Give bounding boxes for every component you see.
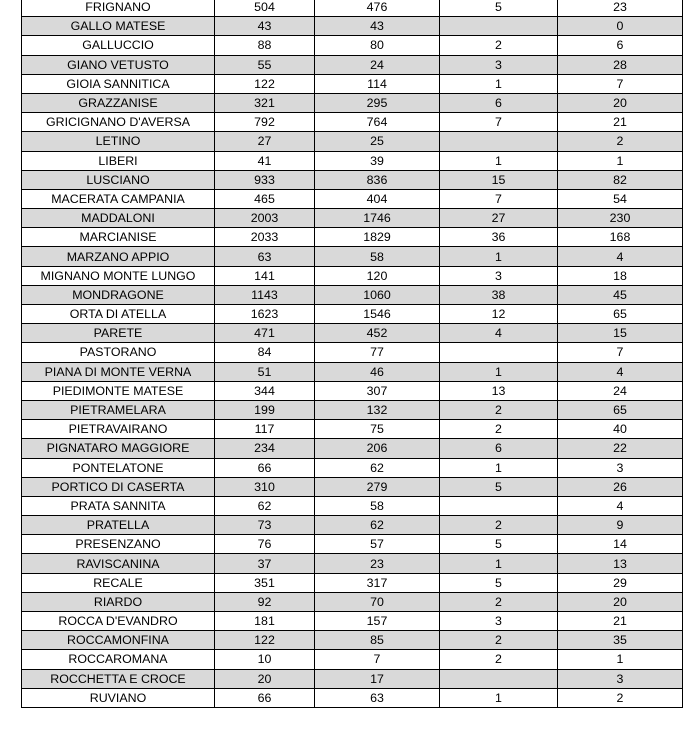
value-col-3-cell: 7 (440, 189, 558, 208)
value-col-2-cell: 132 (315, 400, 440, 419)
value-col-4-cell: 168 (558, 228, 683, 247)
municipality-name-cell: GIOIA SANNITICA (22, 74, 215, 93)
value-col-3-cell: 5 (440, 0, 558, 17)
table-row (22, 189, 683, 208)
value-col-4-cell: 4 (558, 362, 683, 381)
municipality-name-cell: GIANO VETUSTO (22, 55, 215, 74)
value-col-3-cell: 1 (440, 554, 558, 573)
municipality-name-cell: RUVIANO (22, 688, 215, 707)
value-col-3-cell: 1 (440, 458, 558, 477)
value-col-1-cell: 181 (215, 612, 315, 631)
table-row (22, 55, 683, 74)
value-col-3-cell: 5 (440, 535, 558, 554)
table-row (22, 381, 683, 400)
municipality-name-cell: MADDALONI (22, 209, 215, 228)
municipality-name-cell: RIARDO (22, 592, 215, 611)
municipality-name-cell: RAVISCANINA (22, 554, 215, 573)
value-col-2-cell: 75 (315, 420, 440, 439)
value-col-1-cell: 73 (215, 516, 315, 535)
value-col-3-cell: 3 (440, 266, 558, 285)
value-col-1-cell: 62 (215, 496, 315, 515)
table-row (22, 516, 683, 535)
municipality-name-cell: PRATA SANNITA (22, 496, 215, 515)
municipality-name-cell: PRATELLA (22, 516, 215, 535)
value-col-3-cell: 38 (440, 285, 558, 304)
table-row (22, 132, 683, 151)
value-col-2-cell: 404 (315, 189, 440, 208)
municipality-name-cell: PASTORANO (22, 343, 215, 362)
value-col-2-cell: 39 (315, 151, 440, 170)
municipality-name-cell: LIBERI (22, 151, 215, 170)
value-col-1-cell: 76 (215, 535, 315, 554)
municipality-name-cell: ROCCAMONFINA (22, 631, 215, 650)
value-col-4-cell: 13 (558, 554, 683, 573)
municipality-name-cell: PRESENZANO (22, 535, 215, 554)
value-col-4-cell: 29 (558, 573, 683, 592)
value-col-1-cell: 66 (215, 458, 315, 477)
municipality-name-cell: PIGNATARO MAGGIORE (22, 439, 215, 458)
value-col-2-cell: 80 (315, 36, 440, 55)
table-row (22, 650, 683, 669)
table-row (22, 362, 683, 381)
value-col-2-cell: 764 (315, 113, 440, 132)
value-col-4-cell: 21 (558, 113, 683, 132)
value-col-1-cell: 141 (215, 266, 315, 285)
municipality-name-cell: GRICIGNANO D'AVERSA (22, 113, 215, 132)
value-col-1-cell: 122 (215, 74, 315, 93)
value-col-3-cell (440, 496, 558, 515)
value-col-1-cell: 344 (215, 381, 315, 400)
table-row (22, 266, 683, 285)
value-col-2-cell: 85 (315, 631, 440, 650)
municipality-name-cell: ROCCHETTA E CROCE (22, 669, 215, 688)
value-col-4-cell: 2 (558, 688, 683, 707)
value-col-4-cell: 9 (558, 516, 683, 535)
municipality-name-cell: GALLUCCIO (22, 36, 215, 55)
value-col-1-cell: 504 (215, 0, 315, 17)
value-col-1-cell: 199 (215, 400, 315, 419)
value-col-1-cell: 37 (215, 554, 315, 573)
value-col-4-cell: 20 (558, 93, 683, 112)
value-col-4-cell: 4 (558, 496, 683, 515)
value-col-1-cell: 310 (215, 477, 315, 496)
value-col-1-cell: 51 (215, 362, 315, 381)
table-row (22, 74, 683, 93)
value-col-1-cell: 1143 (215, 285, 315, 304)
value-col-3-cell: 7 (440, 113, 558, 132)
value-col-4-cell: 4 (558, 247, 683, 266)
table-row (22, 554, 683, 573)
value-col-1-cell: 66 (215, 688, 315, 707)
value-col-2-cell: 317 (315, 573, 440, 592)
table-row (22, 458, 683, 477)
value-col-3-cell: 5 (440, 573, 558, 592)
value-col-2-cell: 295 (315, 93, 440, 112)
value-col-4-cell: 2 (558, 132, 683, 151)
value-col-3-cell: 2 (440, 650, 558, 669)
value-col-4-cell: 82 (558, 170, 683, 189)
value-col-2-cell: 25 (315, 132, 440, 151)
value-col-4-cell: 65 (558, 305, 683, 324)
municipality-name-cell: RECALE (22, 573, 215, 592)
value-col-4-cell: 23 (558, 0, 683, 17)
table-row (22, 496, 683, 515)
value-col-3-cell: 2 (440, 592, 558, 611)
value-col-4-cell: 7 (558, 74, 683, 93)
value-col-4-cell: 35 (558, 631, 683, 650)
value-col-2-cell: 43 (315, 17, 440, 36)
value-col-4-cell: 230 (558, 209, 683, 228)
value-col-3-cell: 2 (440, 516, 558, 535)
value-col-1-cell: 20 (215, 669, 315, 688)
municipality-name-cell: LETINO (22, 132, 215, 151)
value-col-2-cell: 62 (315, 458, 440, 477)
value-col-1-cell: 1623 (215, 305, 315, 324)
value-col-1-cell: 41 (215, 151, 315, 170)
value-col-1-cell: 234 (215, 439, 315, 458)
value-col-1-cell: 27 (215, 132, 315, 151)
value-col-2-cell: 23 (315, 554, 440, 573)
value-col-1-cell: 92 (215, 592, 315, 611)
value-col-4-cell: 65 (558, 400, 683, 419)
value-col-2-cell: 1546 (315, 305, 440, 324)
municipality-name-cell: GALLO MATESE (22, 17, 215, 36)
municipality-name-cell: PORTICO DI CASERTA (22, 477, 215, 496)
table-row (22, 669, 683, 688)
value-col-2-cell: 476 (315, 0, 440, 17)
value-col-3-cell: 36 (440, 228, 558, 247)
table-row (22, 36, 683, 55)
value-col-1-cell: 321 (215, 93, 315, 112)
value-col-4-cell: 54 (558, 189, 683, 208)
value-col-2-cell: 77 (315, 343, 440, 362)
municipality-name-cell: MACERATA CAMPANIA (22, 189, 215, 208)
municipality-name-cell: MONDRAGONE (22, 285, 215, 304)
table-row (22, 439, 683, 458)
value-col-4-cell: 40 (558, 420, 683, 439)
value-col-2-cell: 1829 (315, 228, 440, 247)
value-col-3-cell: 4 (440, 324, 558, 343)
table-row (22, 592, 683, 611)
value-col-3-cell: 2 (440, 36, 558, 55)
value-col-1-cell: 351 (215, 573, 315, 592)
municipality-data-table (21, 0, 683, 708)
municipality-name-cell: PIETRAVAIRANO (22, 420, 215, 439)
municipality-name-cell: PIANA DI MONTE VERNA (22, 362, 215, 381)
municipality-name-cell: PIETRAMELARA (22, 400, 215, 419)
value-col-2-cell: 114 (315, 74, 440, 93)
table-row (22, 400, 683, 419)
municipality-name-cell: MARZANO APPIO (22, 247, 215, 266)
value-col-2-cell: 206 (315, 439, 440, 458)
value-col-2-cell: 58 (315, 247, 440, 266)
table-row (22, 113, 683, 132)
table-body (22, 0, 683, 707)
value-col-1-cell: 43 (215, 17, 315, 36)
value-col-1-cell: 2003 (215, 209, 315, 228)
value-col-4-cell: 45 (558, 285, 683, 304)
value-col-4-cell: 18 (558, 266, 683, 285)
table-row (22, 0, 683, 17)
value-col-3-cell: 1 (440, 74, 558, 93)
value-col-4-cell: 6 (558, 36, 683, 55)
value-col-4-cell: 7 (558, 343, 683, 362)
municipality-name-cell: PARETE (22, 324, 215, 343)
value-col-4-cell: 1 (558, 151, 683, 170)
table-row (22, 17, 683, 36)
table-row (22, 151, 683, 170)
value-col-4-cell: 22 (558, 439, 683, 458)
value-col-3-cell: 3 (440, 55, 558, 74)
value-col-2-cell: 452 (315, 324, 440, 343)
value-col-2-cell: 836 (315, 170, 440, 189)
table-row (22, 573, 683, 592)
value-col-1-cell: 88 (215, 36, 315, 55)
value-col-3-cell (440, 343, 558, 362)
value-col-4-cell: 28 (558, 55, 683, 74)
value-col-4-cell: 21 (558, 612, 683, 631)
table-row (22, 420, 683, 439)
value-col-3-cell: 3 (440, 612, 558, 631)
value-col-4-cell: 15 (558, 324, 683, 343)
value-col-3-cell: 1 (440, 151, 558, 170)
value-col-4-cell: 20 (558, 592, 683, 611)
value-col-2-cell: 1746 (315, 209, 440, 228)
value-col-1-cell: 2033 (215, 228, 315, 247)
value-col-1-cell: 933 (215, 170, 315, 189)
value-col-2-cell: 58 (315, 496, 440, 515)
table-row (22, 247, 683, 266)
value-col-1-cell: 465 (215, 189, 315, 208)
table-row (22, 209, 683, 228)
value-col-2-cell: 1060 (315, 285, 440, 304)
value-col-3-cell: 2 (440, 400, 558, 419)
value-col-3-cell: 1 (440, 247, 558, 266)
value-col-1-cell: 117 (215, 420, 315, 439)
value-col-1-cell: 122 (215, 631, 315, 650)
value-col-3-cell: 13 (440, 381, 558, 400)
value-col-2-cell: 17 (315, 669, 440, 688)
value-col-3-cell (440, 669, 558, 688)
municipality-name-cell: MARCIANISE (22, 228, 215, 247)
value-col-3-cell: 15 (440, 170, 558, 189)
table-row (22, 170, 683, 189)
municipality-name-cell: PIEDIMONTE MATESE (22, 381, 215, 400)
table-row (22, 324, 683, 343)
value-col-1-cell: 55 (215, 55, 315, 74)
value-col-4-cell: 3 (558, 669, 683, 688)
municipality-name-cell: GRAZZANISE (22, 93, 215, 112)
municipality-name-cell: ROCCA D'EVANDRO (22, 612, 215, 631)
municipality-name-cell: FRIGNANO (22, 0, 215, 17)
value-col-2-cell: 46 (315, 362, 440, 381)
value-col-2-cell: 157 (315, 612, 440, 631)
value-col-1-cell: 792 (215, 113, 315, 132)
municipality-name-cell: ORTA DI ATELLA (22, 305, 215, 324)
value-col-2-cell: 120 (315, 266, 440, 285)
value-col-3-cell: 12 (440, 305, 558, 324)
value-col-2-cell: 24 (315, 55, 440, 74)
table-row (22, 688, 683, 707)
table-row (22, 343, 683, 362)
value-col-4-cell: 1 (558, 650, 683, 669)
value-col-3-cell: 1 (440, 688, 558, 707)
table-row (22, 305, 683, 324)
value-col-3-cell: 2 (440, 420, 558, 439)
municipality-name-cell: ROCCAROMANA (22, 650, 215, 669)
municipality-name-cell: LUSCIANO (22, 170, 215, 189)
value-col-1-cell: 63 (215, 247, 315, 266)
value-col-4-cell: 26 (558, 477, 683, 496)
value-col-2-cell: 70 (315, 592, 440, 611)
value-col-3-cell (440, 17, 558, 36)
value-col-2-cell: 62 (315, 516, 440, 535)
value-col-2-cell: 7 (315, 650, 440, 669)
value-col-1-cell: 10 (215, 650, 315, 669)
table-row (22, 612, 683, 631)
value-col-3-cell: 2 (440, 631, 558, 650)
table-row (22, 93, 683, 112)
value-col-3-cell: 6 (440, 93, 558, 112)
municipality-name-cell: MIGNANO MONTE LUNGO (22, 266, 215, 285)
value-col-4-cell: 0 (558, 17, 683, 36)
table-row (22, 477, 683, 496)
value-col-2-cell: 57 (315, 535, 440, 554)
table-row (22, 535, 683, 554)
table-row (22, 228, 683, 247)
value-col-1-cell: 84 (215, 343, 315, 362)
value-col-4-cell: 14 (558, 535, 683, 554)
value-col-3-cell: 5 (440, 477, 558, 496)
value-col-3-cell: 1 (440, 362, 558, 381)
value-col-4-cell: 3 (558, 458, 683, 477)
value-col-3-cell: 6 (440, 439, 558, 458)
value-col-3-cell: 27 (440, 209, 558, 228)
table-row (22, 285, 683, 304)
value-col-1-cell: 471 (215, 324, 315, 343)
value-col-3-cell (440, 132, 558, 151)
table-row (22, 631, 683, 650)
value-col-2-cell: 307 (315, 381, 440, 400)
value-col-2-cell: 279 (315, 477, 440, 496)
value-col-4-cell: 24 (558, 381, 683, 400)
value-col-2-cell: 63 (315, 688, 440, 707)
municipality-name-cell: PONTELATONE (22, 458, 215, 477)
